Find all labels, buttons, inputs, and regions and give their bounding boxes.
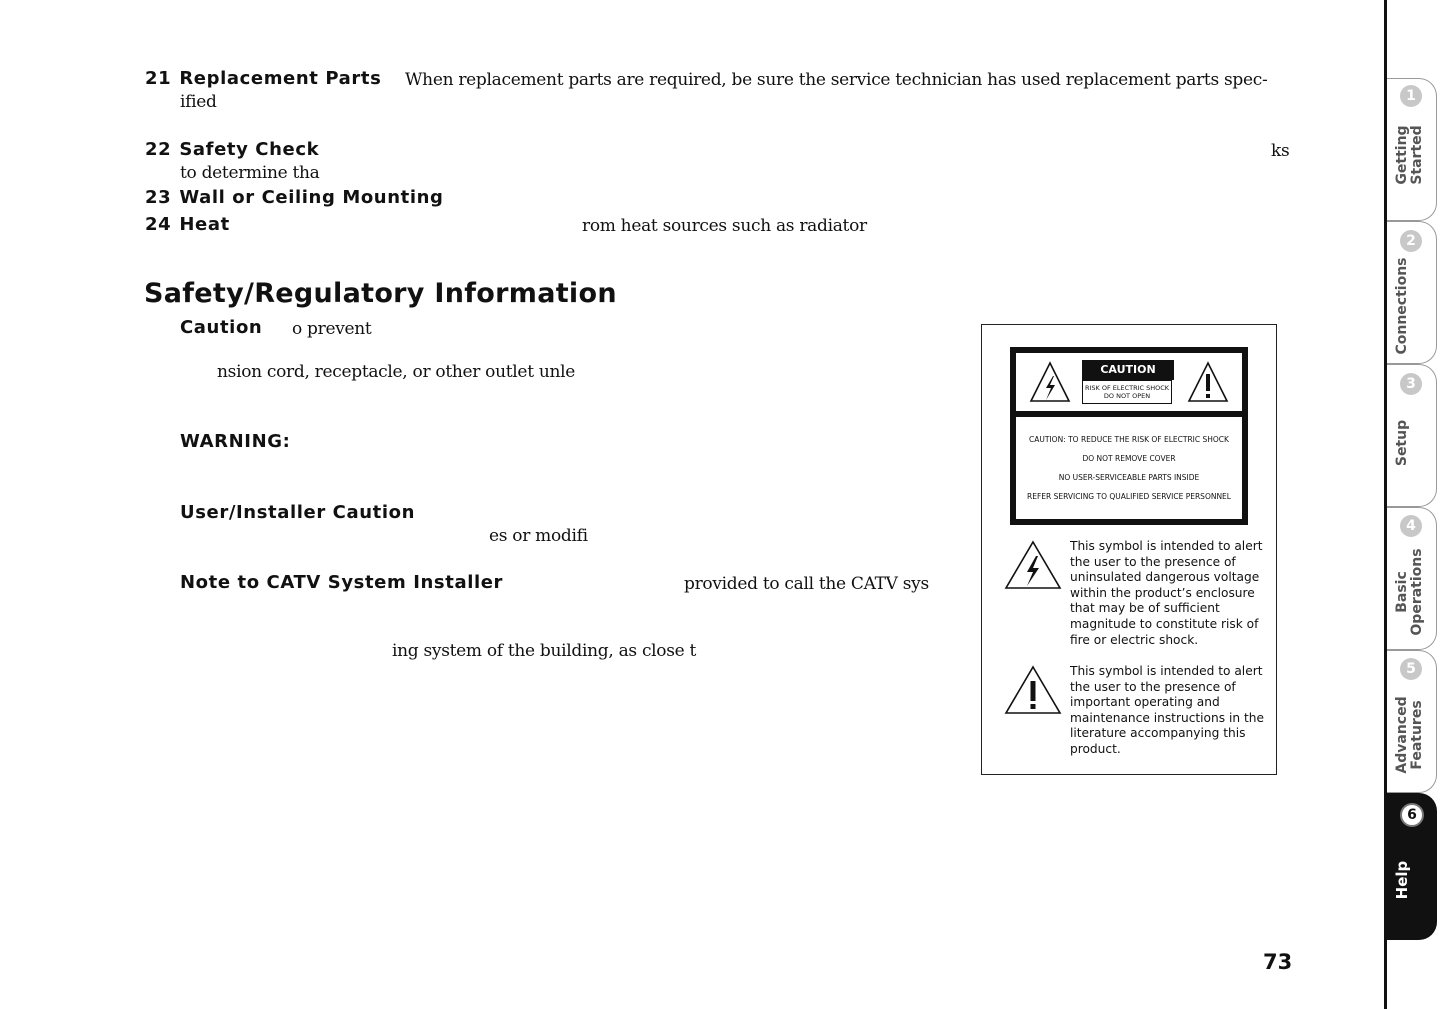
caution-label: Caution	[180, 317, 263, 338]
warning-label: WARNING:	[180, 431, 291, 452]
caution-title: CAUTION	[1082, 360, 1174, 380]
tab-label-line: Setup	[1394, 419, 1410, 467]
item-text: When replacement parts are required, be sure the service technician has used replacement parts spec-	[405, 70, 1268, 90]
caution-sub-line: DO NOT OPEN	[1103, 392, 1151, 400]
caution-sub-line: RISK OF ELECTRIC SHOCK	[1084, 384, 1170, 392]
tab-label-line: Help	[1393, 860, 1411, 900]
section-title: Safety/Regulatory Information	[144, 278, 617, 309]
tab-help[interactable]	[1387, 793, 1437, 940]
item-21	[145, 68, 381, 89]
caution-line: DO NOT REMOVE COVER	[1082, 454, 1176, 463]
lightning-triangle-icon	[1004, 540, 1062, 590]
tab-advanced-features[interactable]	[1387, 650, 1437, 793]
item-number: 24	[145, 214, 172, 235]
tab-label	[1395, 860, 1410, 900]
catv-text: provided to call the CATV sys	[684, 574, 929, 594]
tab-setup[interactable]	[1387, 364, 1437, 507]
item-title: Replacement Parts	[179, 68, 382, 89]
tab-label-line: Advanced	[1394, 696, 1410, 774]
exclamation-symbol-text: This symbol is intended to alert the user to the presence of important operating and maintenance instructions in the literature accompanying this product.	[1070, 664, 1264, 756]
item-text: to determine tha	[180, 163, 320, 183]
caution-label-panel	[1010, 347, 1248, 525]
item-number: 22	[145, 139, 172, 160]
item-text: rom heat sources such as radiator	[582, 216, 867, 236]
item-title: Wall or Ceiling Mounting	[179, 187, 444, 208]
tab-number: 3	[1400, 373, 1422, 395]
tab-label	[1395, 546, 1425, 638]
caution-text: o prevent	[292, 319, 372, 339]
caution-line: NO USER-SERVICEABLE PARTS INSIDE	[1058, 473, 1200, 482]
tab-label-line: Basic	[1394, 571, 1410, 613]
tab-label	[1395, 693, 1425, 777]
caution-label-bottom	[1016, 417, 1242, 519]
caution-label-top	[1016, 353, 1242, 411]
tab-connections[interactable]	[1387, 221, 1437, 364]
item-number: 21	[145, 68, 172, 89]
exclamation-triangle-icon	[1004, 665, 1062, 715]
tab-label-line: Getting	[1394, 125, 1410, 185]
caution-label-box	[981, 324, 1277, 775]
lightning-symbol-text: This symbol is intended to alert the user to the presence of uninsulated dangerous voltage within the product’s enclosure that may be of sufficient magnitude to constitute risk of fire or electric shock.	[1070, 539, 1263, 647]
item-24	[145, 214, 230, 235]
caution-text: nsion cord, receptacle, or other outlet unle	[217, 362, 576, 382]
caution-subtitle	[1082, 380, 1172, 404]
item-text: ified	[180, 92, 217, 112]
item-text: ks	[1271, 141, 1290, 161]
tab-number: 6	[1400, 803, 1424, 827]
item-number: 23	[145, 187, 172, 208]
item-title: Safety Check	[179, 139, 320, 160]
page-number: 73	[1263, 950, 1293, 974]
item-title: Heat	[179, 214, 230, 235]
tab-label	[1395, 413, 1410, 473]
catv-label: Note to CATV System Installer	[180, 572, 504, 593]
tab-label-line: Operations	[1409, 548, 1425, 636]
tab-basic-operations[interactable]	[1387, 507, 1437, 650]
tab-number: 2	[1400, 230, 1422, 252]
tab-number: 1	[1400, 85, 1422, 107]
user-caution-text: es or modifi	[489, 526, 588, 546]
caution-line: REFER SERVICING TO QUALIFIED SERVICE PERSONNEL	[1027, 492, 1231, 501]
caution-line: CAUTION: TO REDUCE THE RISK OF ELECTRIC SHOCK	[1029, 435, 1229, 444]
tab-label-line: Connections	[1394, 257, 1410, 355]
tab-number: 4	[1400, 515, 1422, 537]
tab-label	[1395, 256, 1410, 356]
user-caution-label: User/Installer Caution	[180, 502, 415, 523]
exclamation-triangle-icon	[1186, 360, 1230, 404]
item-23	[145, 187, 444, 208]
item-22	[145, 139, 319, 160]
lightning-triangle-icon	[1028, 360, 1072, 404]
tab-label-line: Features	[1409, 700, 1425, 770]
tab-getting-started[interactable]	[1387, 78, 1437, 221]
catv-text: ing system of the building, as close t	[392, 641, 697, 661]
tab-label-line: Started	[1409, 125, 1425, 185]
tab-label	[1395, 115, 1425, 195]
tab-number: 5	[1400, 658, 1422, 680]
